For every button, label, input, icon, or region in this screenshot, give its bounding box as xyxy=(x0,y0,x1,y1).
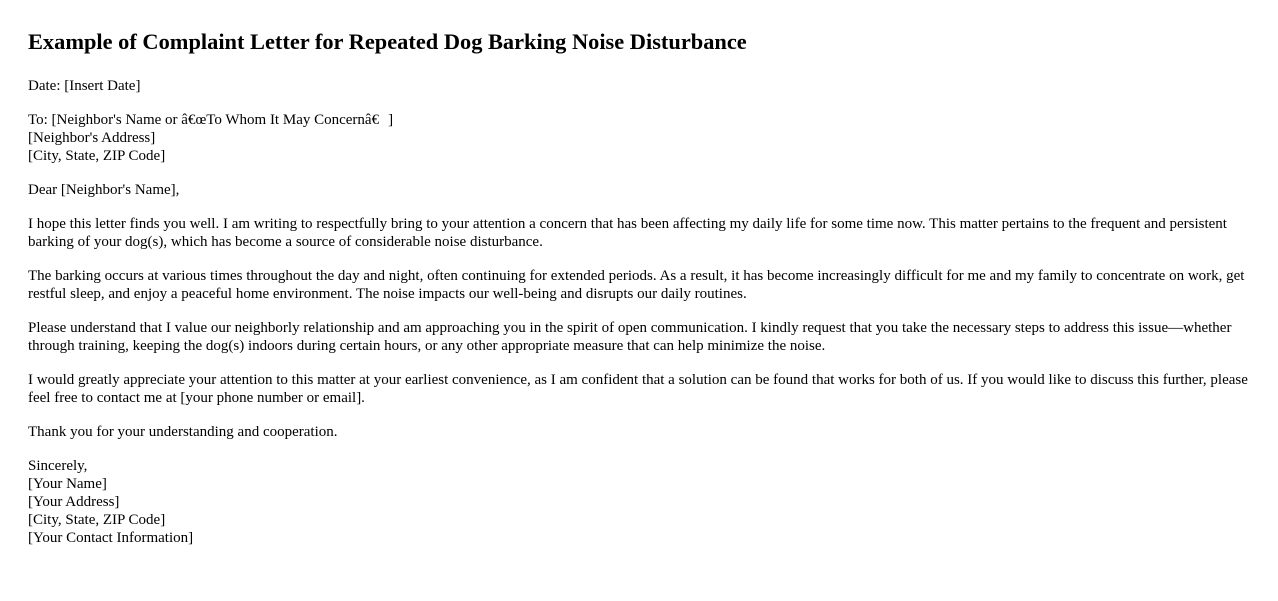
sender-city: [City, State, ZIP Code] xyxy=(28,512,166,528)
recipient-address: [Neighbor's Address] xyxy=(28,130,156,146)
closing-block xyxy=(28,457,1256,547)
page-title: Example of Complaint Letter for Repeated Dog Barking Noise Disturbance xyxy=(28,29,747,54)
body-paragraph-2: The barking occurs at various times throughout the day and night, often continuing for extended periods. As a result, it has become increasingly difficult for me and my family to concentrate on work, get restful sleep, and enjoy a peaceful home environment. The noise impacts our well-being and disrupts our daily routines. xyxy=(28,268,1245,302)
sender-address: [Your Address] xyxy=(28,494,120,510)
sender-contact: [Your Contact Information] xyxy=(28,530,194,546)
salutation: Dear [Neighbor's Name], xyxy=(28,182,180,198)
body-paragraph-3: Please understand that I value our neighborly relationship and am approaching you in the spirit of open communication. I kindly request that you take the necessary steps to address this issue—whether through training, keeping the dog(s) indoors during certain hours, or any other appropriate measure that can help minimize the noise. xyxy=(28,320,1232,354)
body-paragraph-5: Thank you for your understanding and cooperation. xyxy=(28,424,338,440)
closing-phrase: Sincerely, xyxy=(28,458,88,474)
body-paragraph-4: I would greatly appreciate your attention to this matter at your earliest convenience, as I am confident that a solution can be found that works for both of us. If you would like to discuss this further, please feel free to contact me at [your phone number or email]. xyxy=(28,372,1248,406)
date-line: Date: [Insert Date] xyxy=(28,78,141,94)
sender-name: [Your Name] xyxy=(28,476,107,492)
recipient-city: [City, State, ZIP Code] xyxy=(28,148,166,164)
recipient-block xyxy=(28,111,1256,165)
body-paragraph-1: I hope this letter finds you well. I am writing to respectfully bring to your attention a concern that has been affecting my daily life for some time now. This matter pertains to the frequent and persistent barking of your dog(s), which has become a source of considerable noise disturbance. xyxy=(28,216,1227,250)
recipient-name: To: [Neighbor's Name or â€œTo Whom It May Concernâ€] xyxy=(28,112,394,128)
